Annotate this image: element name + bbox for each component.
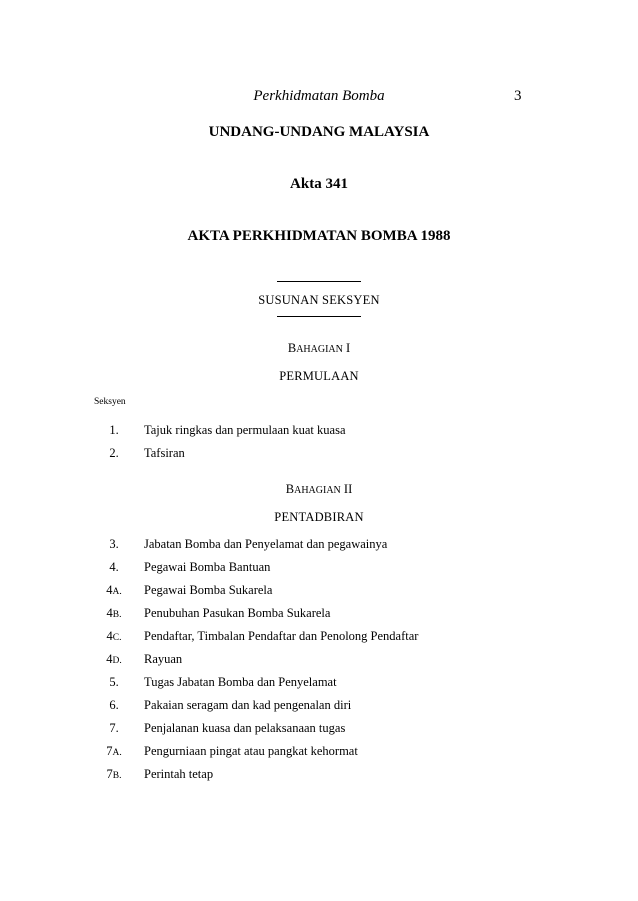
section-title: Pendaftar, Timbalan Pendaftar dan Penolong Pendaftar: [144, 629, 419, 643]
part-label-initial: B: [285, 482, 295, 496]
part-label-rest: AHAGIAN: [294, 485, 341, 496]
arrangement-heading: SUSUNAN SEKSYEN: [258, 293, 380, 307]
section-title: Jabatan Bomba dan Penyelamat dan pegawainya: [144, 537, 388, 551]
section-number: 7A.: [106, 744, 122, 758]
part-numeral: I: [345, 341, 351, 355]
section-number: 6.: [109, 698, 119, 712]
section-title: Rayuan: [144, 652, 183, 666]
section-number: 4.: [109, 560, 119, 574]
section-title: Pegawai Bomba Bantuan: [144, 560, 271, 574]
section-title: Pengurniaan pingat atau pangkat kehormat: [144, 744, 358, 758]
country-title: UNDANG-UNDANG MALAYSIA: [208, 124, 430, 140]
heading-rule-top: [277, 281, 361, 282]
part-name-1: PERMULAAN: [279, 369, 359, 383]
section-number: 4D.: [106, 652, 122, 666]
part-label-rest: AHAGIAN: [296, 344, 343, 355]
section-title: Tugas Jabatan Bomba dan Penyelamat: [144, 675, 337, 689]
section-title: Pakaian seragam dan kad pengenalan diri: [144, 698, 352, 712]
section-number: 7B.: [106, 767, 122, 781]
part-numeral: II: [343, 482, 353, 496]
section-number: 4A.: [106, 583, 122, 597]
act-number: Akta 341: [290, 176, 348, 192]
act-title: AKTA PERKHIDMATAN BOMBA 1988: [187, 228, 451, 244]
seksyen-label: Seksyen: [94, 397, 126, 407]
section-number: 4B.: [106, 606, 122, 620]
section-number: 7.: [109, 721, 119, 735]
part-label-2: [0, 482, 638, 497]
section-number: 1.: [109, 423, 119, 437]
section-number: 3.: [109, 537, 119, 551]
page-number: 3: [514, 88, 522, 104]
part-label-initial: B: [287, 341, 297, 355]
section-number: 4C.: [106, 629, 122, 643]
section-number: 2.: [109, 446, 119, 460]
heading-rule-bottom: [277, 316, 361, 317]
running-head: Perkhidmatan Bomba: [253, 88, 385, 104]
section-title: Penjalanan kuasa dan pelaksanaan tugas: [144, 721, 346, 735]
section-title: Pegawai Bomba Sukarela: [144, 583, 273, 597]
part-label-1: [0, 341, 638, 356]
part-name-2: PENTADBIRAN: [274, 510, 364, 524]
section-title: Tafsiran: [144, 446, 185, 460]
section-title: Tajuk ringkas dan permulaan kuat kuasa: [144, 423, 346, 437]
section-title: Penubuhan Pasukan Bomba Sukarela: [144, 606, 331, 620]
section-number: 5.: [109, 675, 119, 689]
section-title: Perintah tetap: [144, 767, 214, 781]
